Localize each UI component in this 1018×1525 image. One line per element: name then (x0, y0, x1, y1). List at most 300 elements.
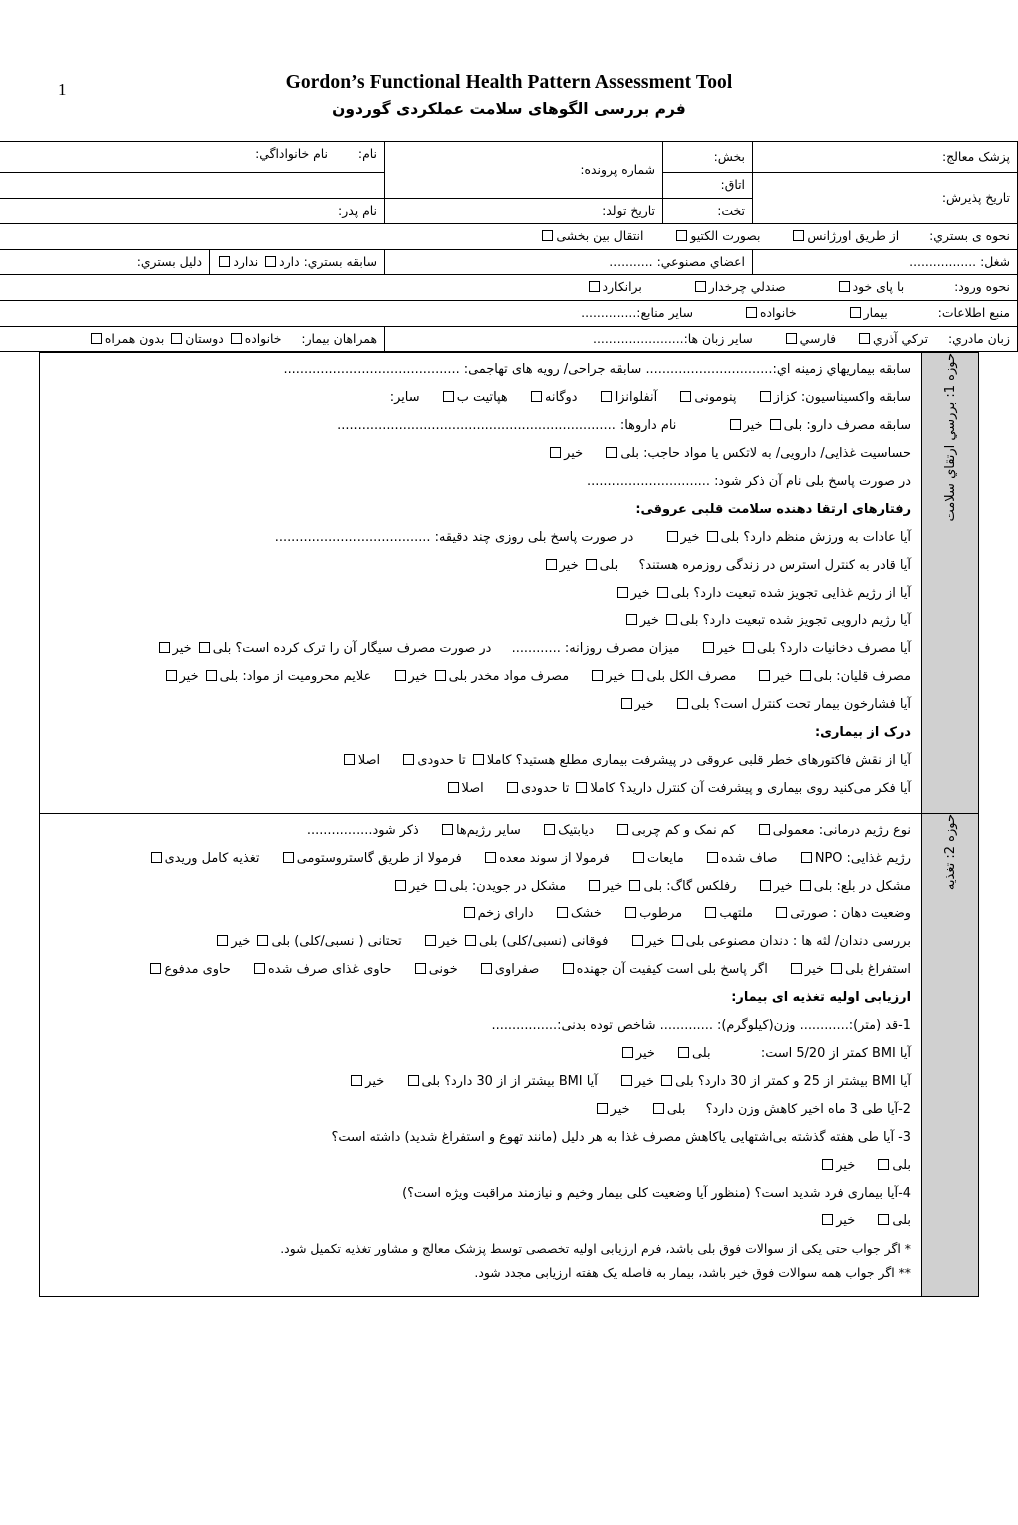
control-somewhat: تا حدودی (520, 780, 570, 796)
medregimen-yes: بلی (679, 613, 699, 629)
checkbox-feeding-gastrostomy[interactable] (283, 852, 294, 863)
checkbox-teeth-lower-no[interactable] (217, 935, 228, 946)
bmi-under-no: خیر (635, 1046, 655, 1062)
line-background-history: سابقه بیماریهاي زمینه اي:............................... سابقه جراحی/ رویه های تهاجمی: ........................................... (283, 362, 911, 378)
info-source-option-family: خانواده (759, 305, 797, 321)
companions-option-family: خانواده (244, 330, 282, 346)
checkbox-entry-walking[interactable] (839, 281, 850, 292)
checkbox-riskfactors-notatall[interactable] (344, 754, 355, 765)
checkbox-teeth-upper-yes[interactable] (465, 935, 476, 946)
heading-illness-understanding: درک از بیماری: (814, 725, 911, 741)
appetite-no: خیر (836, 1157, 856, 1173)
bmi-over30-yes: بلی (421, 1073, 441, 1089)
admission-type-option-transfer: انتقال بین بخشی (556, 228, 644, 244)
gag-no: خیر (603, 878, 623, 894)
mouth-option-dry: خشک (570, 906, 602, 922)
checkbox-info-patient[interactable] (850, 307, 861, 318)
line-smoking (50, 639, 911, 660)
checkbox-smoking-no[interactable] (703, 642, 714, 653)
admission-type-row[interactable] (0, 224, 1018, 250)
ward-label: بخش: (713, 148, 745, 164)
drug-names-dots: .................................................................... (337, 418, 616, 434)
checkbox-severe-no[interactable] (822, 1214, 833, 1225)
checkbox-companion-family[interactable] (231, 333, 242, 344)
admission-reason-cell[interactable] (0, 249, 210, 275)
mouth-option-pink: صورتی (790, 906, 829, 922)
drug-history-yes: بلی (783, 418, 803, 434)
checkbox-mouth-inflamed[interactable] (705, 907, 716, 918)
riskfactors-completely: کاملا (486, 752, 512, 768)
checkbox-bmi-over30-yes[interactable] (408, 1075, 419, 1086)
section-2-side-label (922, 813, 979, 1296)
weightloss-no: خیر (610, 1101, 630, 1117)
mouth-option-ulcer: دارای زخم (477, 906, 534, 922)
line-weight-loss (50, 1100, 911, 1121)
admission-history-label: سابقه بستري: (303, 253, 377, 269)
checkbox-bp-yes[interactable] (677, 698, 688, 709)
teeth-denture-yes: بلی (685, 934, 705, 950)
regimen-label: نوع رژیم درمانی: (818, 822, 911, 838)
regimen-option-other: سایر رژیم‌ها (455, 822, 521, 838)
checkbox-bmi-under-yes[interactable] (678, 1047, 689, 1058)
line-drug-history (50, 416, 911, 437)
checkbox-admission-history-no[interactable] (219, 256, 230, 267)
room-label: اتاق: (720, 177, 745, 192)
checkbox-diet-yes[interactable] (657, 587, 668, 598)
bmi-over30-no: خیر (365, 1073, 385, 1089)
entry-mode-option-stretcher: برانکارد (602, 279, 642, 295)
vomit-option-bilious: صفراوی (494, 962, 540, 978)
vaccine-option-tetanus: کزاز (773, 390, 797, 406)
checkbox-mouth-pink[interactable] (776, 907, 787, 918)
checkbox-entry-stretcher[interactable] (589, 281, 600, 292)
allergy-yes: بلی (620, 445, 639, 461)
doctor-cell[interactable] (753, 142, 1018, 173)
diet-no: خیر (630, 585, 650, 601)
table-row (0, 301, 1018, 327)
checkbox-bmi-2530-yes[interactable] (661, 1075, 672, 1086)
checkbox-medregimen-yes[interactable] (666, 614, 677, 625)
exercise-yes: بلی (720, 529, 740, 545)
feeding-label: رژیم غذایی: (846, 850, 911, 866)
vomit-option-fecal: حاوی مدفوع (164, 962, 231, 978)
checkbox-control-completely[interactable] (576, 782, 587, 793)
checkbox-vaccine-dual[interactable] (531, 391, 542, 402)
line-medication-adherence (50, 611, 911, 632)
checkbox-feeding-npo[interactable] (801, 852, 812, 863)
checkbox-denture-no[interactable] (632, 935, 643, 946)
riskfactors-notatall: اصلا (357, 752, 381, 768)
checkbox-stress-yes[interactable] (586, 559, 597, 570)
line-severe-illness-question: 4-آیا بیماری فرد شدید است؟ (منظور آیا وضعیت کلی بیمار وخیم و نیازمند مراقبت ویژه است؟) (402, 1185, 911, 1201)
checkbox-companion-friends[interactable] (171, 333, 182, 344)
teeth-upper-label: فوقانی (نسبی/کلی) (501, 934, 609, 950)
line-severe-illness-answer (50, 1211, 911, 1232)
companions-cell[interactable] (0, 326, 385, 352)
language-cell[interactable] (385, 326, 1018, 352)
vaccine-option-hepatitisb: هپاتیت ب (456, 390, 508, 406)
line-therapeutic-regimen (50, 821, 911, 842)
table-row (0, 224, 1018, 250)
medregimen-no: خیر (639, 613, 659, 629)
checkbox-control-notatall[interactable] (448, 782, 459, 793)
line-teeth-gums (50, 932, 911, 953)
teeth-upper-no: خیر (438, 934, 458, 950)
name-cell[interactable] (0, 142, 385, 173)
smoking-yes: بلی (757, 641, 776, 657)
doctor-label: پزشک معالج: (941, 148, 1010, 164)
chew-yes: بلی (449, 878, 468, 894)
info-source-row[interactable] (0, 301, 1018, 327)
checkbox-admission-elective[interactable] (676, 230, 687, 241)
swallow-no: خیر (773, 878, 793, 894)
checkbox-vaccine-tetanus[interactable] (760, 391, 771, 402)
checkbox-weightloss-yes[interactable] (653, 1103, 664, 1114)
entry-mode-label: نحوه ورود: (954, 279, 1010, 295)
allergy-no: خیر (564, 445, 584, 461)
exercise-followup: در صورت پاسخ بلی روزی چند دقیقه: ...................................... (274, 529, 634, 545)
narcotics-no: خیر (408, 669, 428, 685)
vaccine-option-influenza: آنفلوانزا (614, 390, 658, 406)
allergy-label: حساسیت غذایی/ دارویی/ به لاتکس یا مواد حاجب: (643, 445, 911, 461)
checkbox-teeth-lower-yes[interactable] (257, 935, 268, 946)
bp-question: آیا فشارخون بیمار تحت کنترل است؟ (713, 697, 911, 713)
checkbox-bmi-2530-no[interactable] (621, 1075, 632, 1086)
checkbox-vomit-bilious[interactable] (481, 963, 492, 974)
birth-date-label: تاریخ تولد: (602, 202, 655, 218)
diet-yes: بلی (670, 585, 690, 601)
regimen-other-note: ذکر شود................ (306, 822, 419, 838)
checkbox-smoking-quit-no[interactable] (159, 642, 170, 653)
drug-history-label: سابقه مصرف دارو: (806, 418, 911, 434)
info-source-other-dots: .............. (581, 305, 637, 321)
checkbox-bp-no[interactable] (621, 698, 632, 709)
checkbox-admission-emergency[interactable] (793, 230, 804, 241)
teeth-lower-no: خیر (231, 934, 251, 950)
checkbox-withdrawal-no[interactable] (166, 670, 177, 681)
alcohol-yes: بلی (646, 669, 666, 685)
line-disease-control (50, 779, 911, 800)
checkbox-allergy-yes[interactable] (606, 447, 617, 458)
table-row (0, 249, 1018, 275)
checkbox-smoking-yes[interactable] (743, 642, 754, 653)
checkbox-diet-no[interactable] (617, 587, 628, 598)
smoking-quit-no: خیر (172, 641, 192, 657)
checkbox-vomit-no[interactable] (791, 963, 802, 974)
withdrawal-yes: بلی (219, 669, 239, 685)
hookah-label: مصرف قلیان: (836, 669, 911, 685)
weightloss-question: 2-آیا طی 3 ماه اخیر کاهش وزن دارد؟ (705, 1101, 911, 1117)
withdrawal-label: علایم محرومیت از مواد: (242, 669, 372, 685)
admission-type-option-emergency: از طریق اورژانس (807, 228, 900, 244)
weightloss-yes: بلی (666, 1101, 686, 1117)
admission-history-yes: دارد (279, 253, 300, 269)
chew-no: خیر (409, 878, 429, 894)
bp-no: خیر (634, 697, 654, 713)
line-appetite-answer (50, 1156, 911, 1177)
checkbox-admission-transfer[interactable] (542, 230, 553, 241)
info-source-option-patient: بیمار (863, 305, 888, 321)
checkbox-swallow-yes[interactable] (800, 880, 811, 891)
page-title-persian: فرم بررسی الگوهای سلامت عملکردی گوردون (332, 100, 686, 118)
teeth-denture-no: خیر (645, 934, 665, 950)
checkbox-teeth-upper-no[interactable] (425, 935, 436, 946)
admission-history-no: ندارد (233, 253, 259, 269)
hookah-yes: بلی (813, 669, 833, 685)
job-cell[interactable] (753, 249, 1018, 275)
checkbox-vomit-projectile[interactable] (563, 963, 574, 974)
vomit-option-food: حاوی غذای صرف شده (268, 962, 392, 978)
alcohol-no: خیر (606, 669, 626, 685)
checkbox-vaccine-hepatitisb[interactable] (443, 391, 454, 402)
info-source-other-label: سایر منابع: (636, 305, 694, 321)
line-allergy (50, 444, 911, 465)
control-notatall: اصلا (461, 780, 484, 796)
job-dots: ................. (909, 253, 977, 269)
severe-no: خیر (836, 1213, 856, 1229)
smoking-amount: میزان مصرف روزانه: ............ (511, 641, 680, 657)
checkbox-regimen-normal[interactable] (759, 824, 770, 835)
bmi-2530-no: خیر (635, 1073, 655, 1089)
teeth-upper-yes: بلی (479, 934, 498, 950)
table-row (0, 326, 1018, 352)
line-feeding-regimen (50, 849, 911, 870)
checkbox-appetite-yes[interactable] (878, 1159, 889, 1170)
checkbox-feeding-clear[interactable] (707, 852, 718, 863)
regimen-option-diabetic: دیابتیک (558, 822, 595, 838)
spacer-cell (0, 173, 385, 199)
line-swallow-gag-chew (50, 877, 911, 898)
swallow-yes: بلی (813, 878, 833, 894)
language-option-azeri: ترکي آذري (872, 330, 929, 346)
checkbox-denture-yes[interactable] (672, 935, 683, 946)
vomit-label: استفراغ (867, 962, 911, 978)
teeth-label: بررسی دندان/ لثه ها : (792, 934, 911, 950)
section-1-row (40, 353, 979, 814)
teeth-lower-label: تحتانی ( نسبی/کلی) (294, 934, 402, 950)
file-number-cell[interactable] (385, 142, 663, 199)
checkbox-narcotics-yes[interactable] (435, 670, 446, 681)
drug-history-no: خیر (743, 418, 763, 434)
feeding-option-clear: صاف شده (720, 850, 778, 866)
vomit-option-bloody: خونی (428, 962, 458, 978)
feeding-option-npo: NPO (814, 850, 843, 866)
assessment-sections-table (39, 352, 979, 1297)
bmi-under-yes: بلی (692, 1046, 711, 1062)
checkbox-bmi-under-no[interactable] (622, 1047, 633, 1058)
checkbox-entry-wheelchair[interactable] (695, 281, 706, 292)
line-substances (50, 667, 911, 688)
file-number-label: شماره پرونده: (580, 161, 655, 177)
narcotics-yes: بلی (448, 669, 468, 685)
checkbox-alcohol-yes[interactable] (632, 670, 643, 681)
father-name-label: نام پدر: (338, 202, 377, 218)
checkbox-swallow-no[interactable] (760, 880, 771, 891)
checkbox-language-persian[interactable] (786, 333, 797, 344)
withdrawal-no: خیر (179, 669, 199, 685)
prosthetics-cell[interactable] (385, 249, 753, 275)
checkbox-gag-yes[interactable] (629, 880, 640, 891)
regimen-option-lowsaltfat: کم نمک و کم چربی (631, 822, 736, 838)
admission-type-option-elective: بصورت الکتیو (690, 228, 761, 244)
father-name-cell[interactable] (0, 198, 385, 224)
smoking-quit-question: در صورت مصرف سیگار آن را ترک کرده است؟ (235, 641, 492, 657)
checkbox-mouth-dry[interactable] (557, 907, 568, 918)
checkbox-vaccine-influenza[interactable] (601, 391, 612, 402)
bed-label: تخت: (717, 202, 745, 218)
section-1-side-label-text: حوزه 1: بررسي ارتقاي سلامت (942, 353, 958, 522)
checkbox-gag-no[interactable] (589, 880, 600, 891)
line-exercise (50, 528, 911, 549)
info-source-label: منبع اطلاعات: (937, 305, 1010, 321)
footnote-two: ** اگر جواب همه سوالات فوق خیر باشد، بیمار به فاصله یک هفته ارزیابی مجدد شود. (474, 1265, 911, 1281)
checkbox-vaccine-pneumonia[interactable] (680, 391, 691, 402)
ward-cell[interactable] (663, 142, 753, 173)
checkbox-bmi-over30-no[interactable] (351, 1075, 362, 1086)
drug-names-label: نام داروها: (619, 418, 677, 434)
chew-label: مشکل در جویدن: (471, 878, 567, 894)
checkbox-drug-history-yes[interactable] (770, 419, 781, 430)
line-allergy-name: در صورت پاسخ بلی نام آن ذکر شود: .............................. (587, 473, 911, 489)
smoking-no: خیر (716, 641, 736, 657)
swallow-label: مشکل در بلع: (836, 878, 911, 894)
section-2-content (40, 813, 922, 1296)
feeding-option-tpn: تغذیه کامل وریدی (164, 850, 260, 866)
checkbox-regimen-other[interactable] (442, 824, 453, 835)
vomit-option-projectile: جهنده (576, 962, 608, 978)
checkbox-weightloss-no[interactable] (597, 1103, 608, 1114)
checkbox-chew-no[interactable] (395, 880, 406, 891)
control-question: آیا فکر می‌کنید روی بیماری و پیشرفت آن کنترل دارید؟ (619, 780, 911, 796)
checkbox-exercise-no[interactable] (667, 531, 678, 542)
checkbox-regimen-diabetic[interactable] (544, 824, 555, 835)
prosthetics-dots: ........... (609, 253, 653, 269)
line-vomiting (50, 960, 911, 981)
checkbox-riskfactors-somewhat[interactable] (403, 754, 414, 765)
regimen-option-normal: معمولی (772, 822, 815, 838)
heading-nutrition-assessment: ارزیابی اولیه تغذیه ای بیمار: (731, 990, 911, 1006)
stress-yes: بلی (599, 557, 619, 573)
diet-question: آیا از رژیم غذایی تجویز شده تبعیت دارد؟ (693, 585, 911, 601)
checkbox-feeding-tpn[interactable] (151, 852, 162, 863)
language-other-dots: ....................... (593, 330, 684, 346)
entry-mode-option-walking: با پای خود (852, 279, 905, 295)
checkbox-mouth-ulcer[interactable] (464, 907, 475, 918)
checkbox-medregimen-no[interactable] (626, 614, 637, 625)
checkbox-language-azeri[interactable] (859, 333, 870, 344)
bp-yes: بلی (690, 697, 710, 713)
checkbox-vomit-yes[interactable] (831, 963, 842, 974)
mouth-option-moist: مرطوب (639, 906, 683, 922)
gag-yes: بلی (643, 878, 663, 894)
checkbox-withdrawal-yes[interactable] (206, 670, 217, 681)
teeth-lower-yes: بلی (271, 934, 291, 950)
admission-date-cell[interactable] (753, 173, 1018, 224)
checkbox-alcohol-no[interactable] (592, 670, 603, 681)
vomit-quality-label: اگر پاسخ بلی است کیفیت آن (612, 962, 768, 978)
checkbox-exercise-yes[interactable] (707, 531, 718, 542)
admission-type-label: نحوه ی بستري: (929, 228, 1010, 244)
footnote-one: * اگر جواب حتی یکی از سوالات فوق بلی باشد، فرم ارزیابی اولیه تخصصی توسط پزشک معالج و مشاور تغذیه تکمیل شود. (280, 1241, 911, 1257)
table-row (0, 275, 1018, 301)
checkbox-allergy-no[interactable] (550, 447, 561, 458)
checkbox-vomit-bloody[interactable] (415, 963, 426, 974)
mouth-label: وضعیت دهان : (832, 906, 911, 922)
checkbox-feeding-ngtube[interactable] (485, 852, 496, 863)
companions-label: همراهان بیمار: (301, 330, 377, 346)
checkbox-admission-history-yes[interactable] (265, 256, 276, 267)
job-label: شغل: (980, 253, 1010, 269)
checkbox-chew-yes[interactable] (435, 880, 446, 891)
checkbox-control-somewhat[interactable] (507, 782, 518, 793)
checkbox-drug-history-no[interactable] (730, 419, 741, 430)
checkbox-feeding-liquids[interactable] (633, 852, 644, 863)
last-name-label: نام خانواداگي: (255, 146, 329, 161)
control-completely: کاملا (590, 780, 616, 796)
language-label: زبان مادري: (947, 330, 1010, 346)
alcohol-label: مصرف الکل (669, 669, 737, 685)
line-mouth-condition (50, 904, 911, 925)
line-appetite-question: 3- آیا طی هفته گذشته بی‌اشتهایی یاکاهش مصرف غذا به هر دلیل (مانند تهوع و استفراغ شدید) داشته است؟ (331, 1129, 911, 1145)
feeding-option-ngtube: فرمولا از سوند معده (499, 850, 610, 866)
bed-cell[interactable] (663, 198, 753, 224)
checkbox-companion-none[interactable] (91, 333, 102, 344)
checkbox-hookah-no[interactable] (759, 670, 770, 681)
mouth-option-inflamed: ملتهب (719, 906, 754, 922)
checkbox-narcotics-no[interactable] (395, 670, 406, 681)
vaccine-option-pneumonia: پنومونی (694, 390, 737, 406)
checkbox-vomit-food[interactable] (254, 963, 265, 974)
checkbox-mouth-moist[interactable] (625, 907, 636, 918)
room-cell[interactable] (663, 173, 753, 199)
entry-mode-row[interactable] (0, 275, 1018, 301)
bmi-under-question: آیا BMI کمتر از 5/20 است: (760, 1046, 911, 1062)
checkbox-appetite-no[interactable] (822, 1159, 833, 1170)
table-row (0, 142, 1018, 173)
prosthetics-label: اعضاي مصنوعي: (656, 253, 745, 269)
line-measurements: 1-قد (متر):............ وزن(کیلوگرم): ............. شاخص توده بدنی:................ (491, 1018, 911, 1034)
smoking-question: آیا مصرف دخانیات دارد؟ (779, 641, 911, 657)
feeding-option-gastrostomy: فرمولا از طریق گاستروستومی (296, 850, 462, 866)
feeding-option-liquids: مایعات (647, 850, 684, 866)
first-name-label: نام: (357, 146, 377, 161)
bmi-2530-yes: بلی (675, 1073, 694, 1089)
line-risk-factors (50, 751, 911, 772)
line-blood-pressure (50, 695, 911, 716)
checkbox-severe-yes[interactable] (878, 1214, 889, 1225)
checkbox-regimen-lowsaltfat[interactable] (617, 824, 628, 835)
admission-history-cell[interactable] (210, 249, 385, 275)
appetite-yes: بلی (892, 1157, 911, 1173)
section-2-row (40, 813, 979, 1296)
checkbox-vomit-fecal[interactable] (150, 963, 161, 974)
checkbox-hookah-yes[interactable] (800, 670, 811, 681)
checkbox-smoking-quit-yes[interactable] (199, 642, 210, 653)
checkbox-info-family[interactable] (746, 307, 757, 318)
bmi-over30-question: آیا BMI بیشتر از از 30 دارد؟ (444, 1073, 598, 1089)
bmi-2530-question: آیا BMI بیشتر از 25 و کمتر از 30 دارد؟ (697, 1073, 911, 1089)
gag-label: رفلکس گاگ: (666, 878, 737, 894)
medregimen-question: آیا رژیم دارویی تجویز شده تبعیت دارد؟ (702, 613, 911, 629)
checkbox-riskfactors-completely[interactable] (473, 754, 484, 765)
riskfactors-question: آیا از نقش فاکتورهای خطر قلبی عروقی در پیشرفت بیماری مطلع هستید؟ (515, 752, 911, 768)
admission-date-label: تاریخ پذیرش: (941, 189, 1010, 205)
birth-date-cell[interactable] (385, 198, 663, 224)
checkbox-stress-no[interactable] (546, 559, 557, 570)
line-stress (50, 556, 911, 577)
page-title-english: Gordon’s Functional Health Pattern Assessment Tool (285, 72, 733, 93)
smoking-quit-yes: بلی (212, 641, 232, 657)
